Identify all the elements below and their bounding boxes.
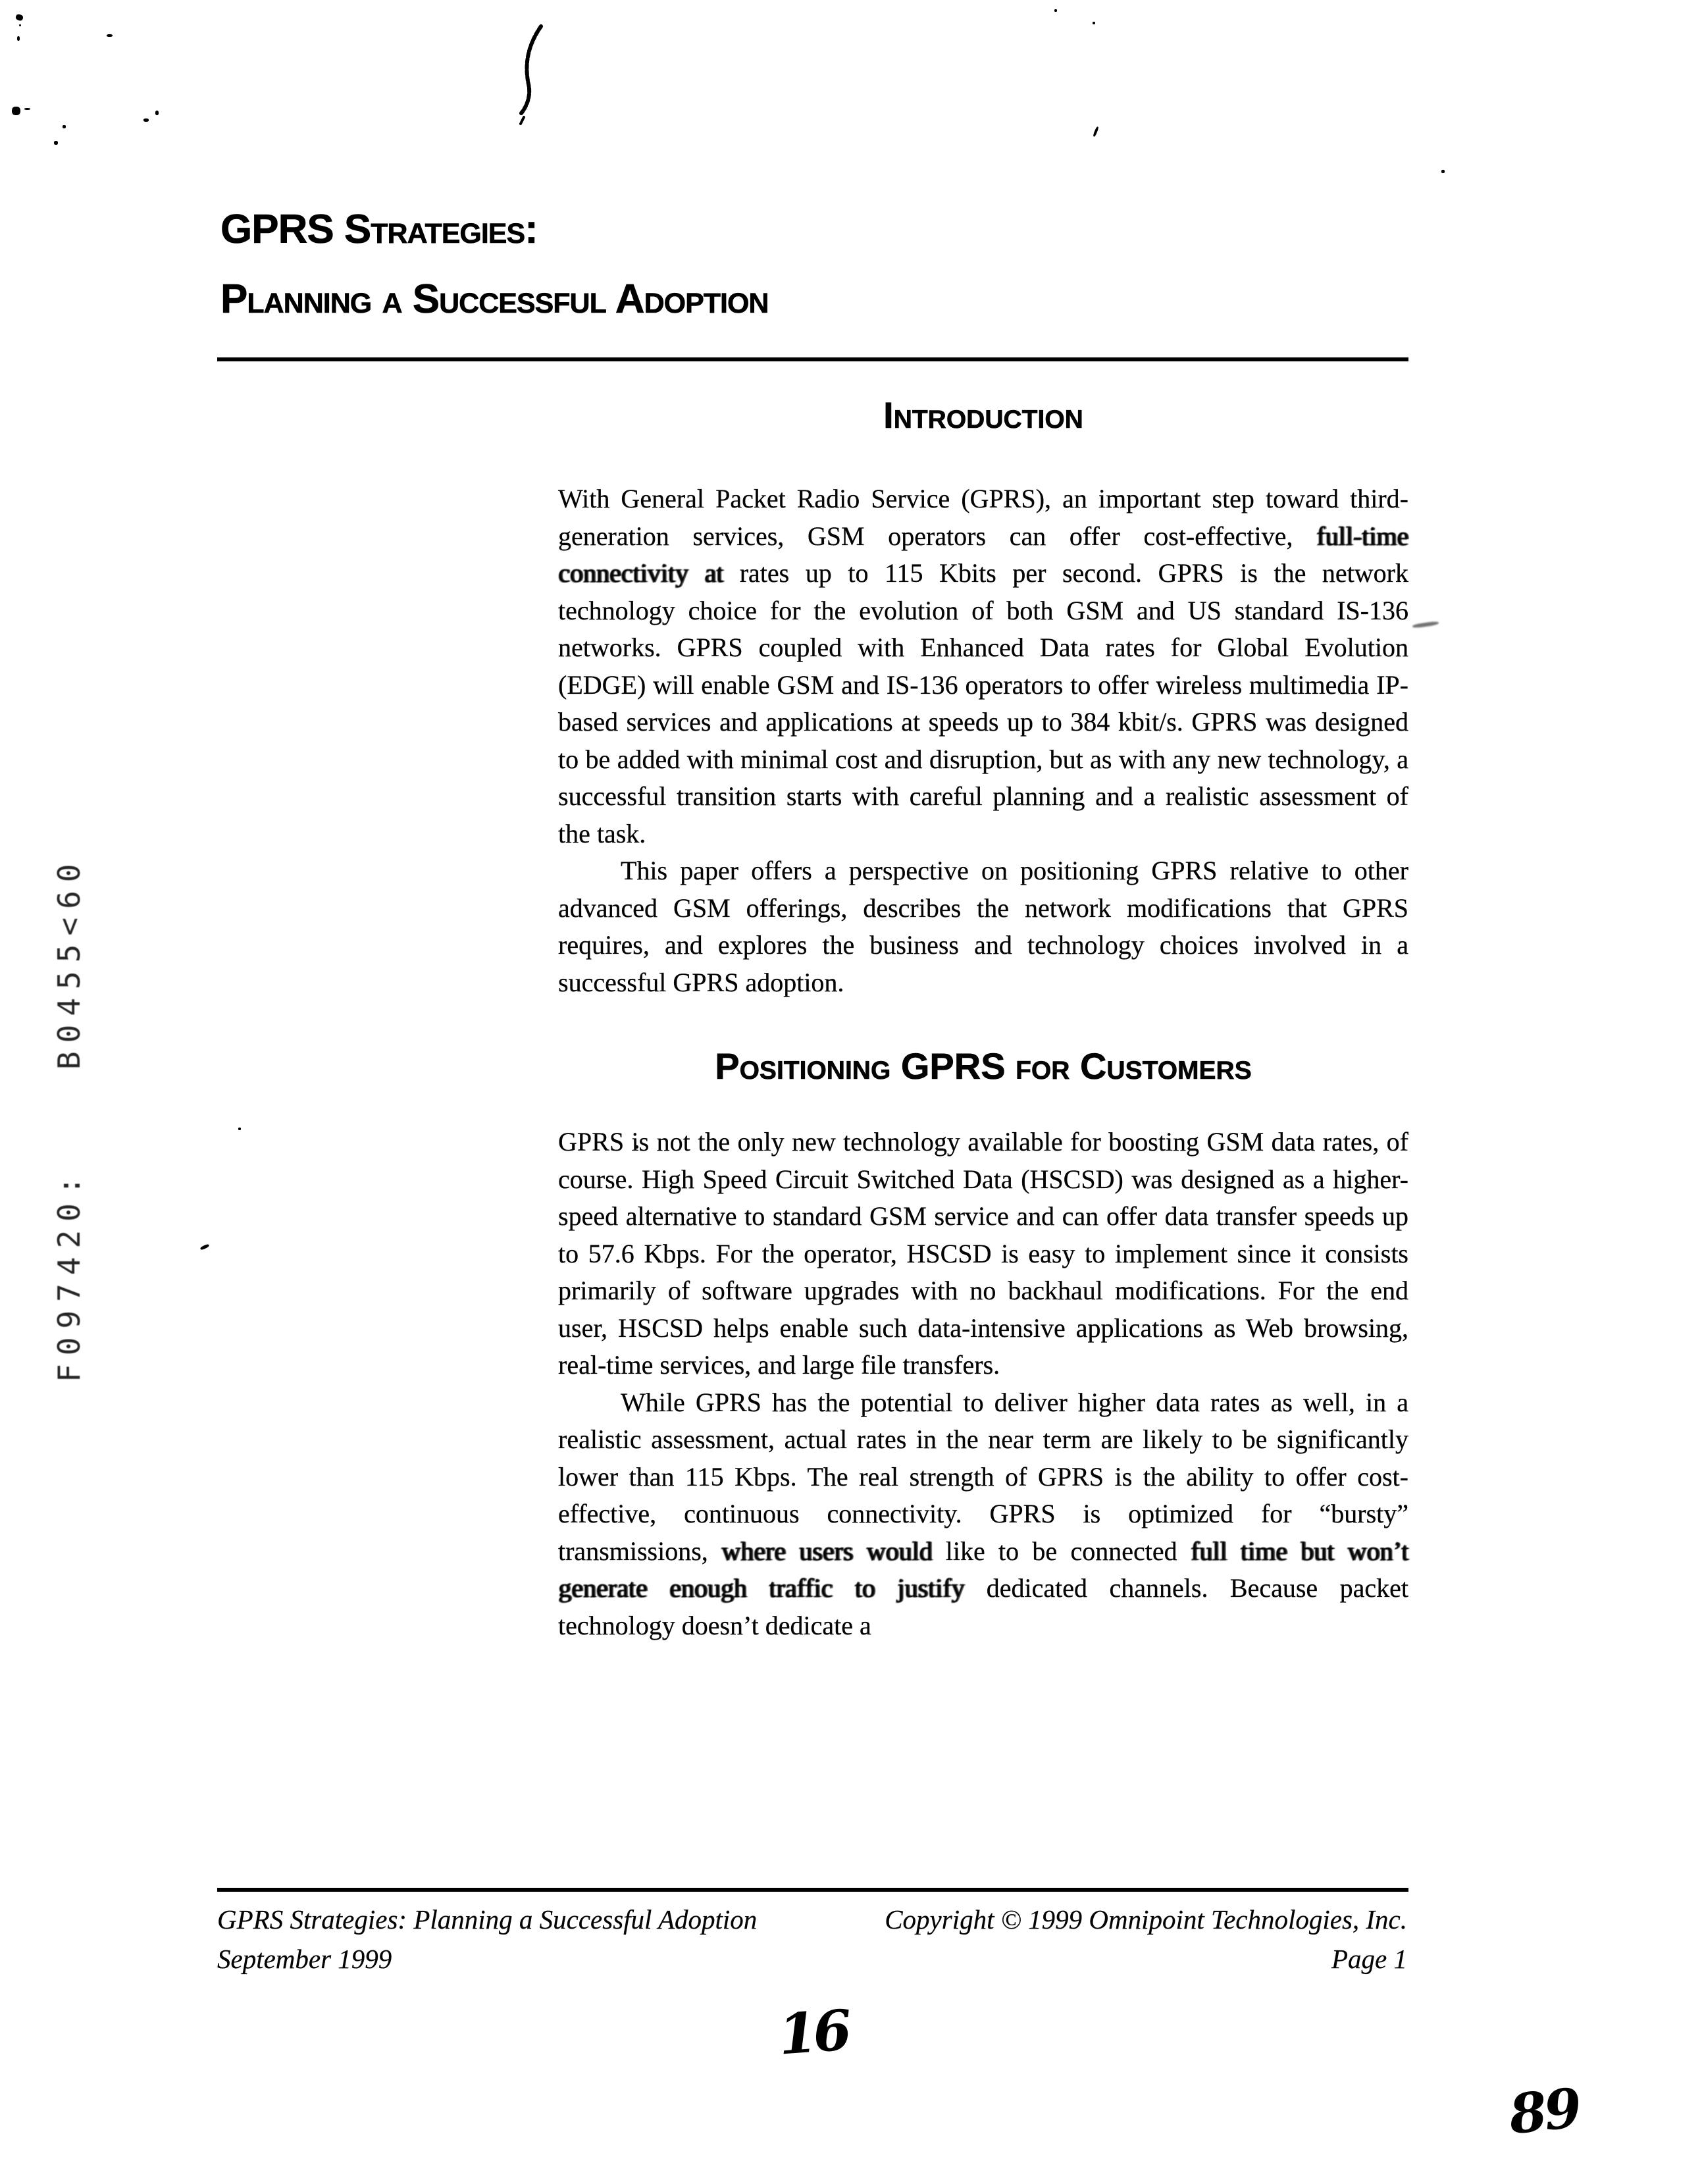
title-line-1: GPRS Strategies:	[220, 207, 538, 252]
scan-speck	[54, 141, 58, 145]
handwritten-corner-number: 89	[1506, 2076, 1582, 2147]
scan-speck	[1441, 170, 1445, 173]
document-title	[220, 195, 768, 334]
vertical-dot-matrix-stamp: F097420: B0455<60	[51, 855, 87, 1382]
header-rule	[217, 357, 1408, 361]
scan-speck	[63, 125, 66, 128]
section-paragraphs-introduction	[558, 481, 1408, 1001]
footer-left	[217, 1900, 757, 1979]
scan-squiggle-mark	[519, 24, 552, 129]
paragraph	[558, 852, 1408, 1001]
scan-speck	[200, 1243, 210, 1250]
text-segment: This paper offers a perspective on positioning GPRS relative to other advanced GSM offerings, describes the network modifications that GPRS requires, and explores the business and technology choices involved in a successful GPRS adoption.	[558, 856, 1408, 997]
section-heading-positioning: Positioning GPRS for Customers	[715, 1045, 1252, 1087]
scan-speck	[238, 1128, 241, 1130]
footer-right	[885, 1900, 1407, 1979]
scan-speck	[107, 34, 113, 37]
handwritten-page-number: 16	[776, 1997, 850, 2067]
text-segment: like to be connected	[932, 1536, 1191, 1566]
text-segment: While GPRS has the potential to deliver higher data rates as well, in a realistic assessment, actual rates in the near term are likely to be significantly lower than 115 Kbps. The real strength of GPRS is the ability to offer cost-effective, continuous connectivity. GPRS is optimized for “bursty” transmissions,	[558, 1387, 1408, 1566]
scan-smudge-artifact	[1412, 621, 1439, 629]
scan-speck	[1054, 9, 1057, 12]
text-segment: With General Packet Radio Service (GPRS), an important step toward third-generation services, GSM operators can offer cost-effective,	[558, 484, 1408, 551]
smudged-text: where users would	[721, 1536, 933, 1566]
paragraph	[558, 481, 1408, 852]
scan-speck	[17, 36, 20, 41]
paragraph	[558, 1384, 1408, 1645]
scan-speck	[1093, 22, 1095, 24]
scan-speck	[155, 111, 159, 115]
smudged-text: full-time connectivity at	[558, 521, 1408, 588]
footer-date: September 1999	[217, 1944, 392, 1974]
text-segment: rates up to 115 Kbits per second. GPRS is the network technology choice for the evolution of both GSM and US standard IS-136 networks. GPRS coupled with Enhanced Data rates for Global Evolution (EDGE) will enable GSM and IS-136 operators to offer wireless multimedia IP-based services and applications at speeds up to 384 kbit/s. GPRS was designed to be added with minimal cost and disruption, but as with any new technology, a successful transition starts with careful planning and a realistic assessment of the task.	[558, 558, 1408, 848]
page-footer	[217, 1900, 1407, 1979]
text-segment: GPRS is not the only new technology available for boosting GSM data rates, of course. High Speed Circuit Switched Data (HSCSD) was designed as a higher-speed alternative to standard GSM service and can offer data transfer speeds up to 57.6 Kbps. For the operator, HSCSD is easy to implement since it consists primarily of software upgrades with no backhaul modifications. For the end user, HSCSD helps enable such data-intensive applications as Web browsing, real-time services, and large file transfers.	[558, 1127, 1408, 1380]
footer-rule	[217, 1888, 1408, 1892]
footer-copyright: Copyright © 1999 Omnipoint Technologies, Inc.	[885, 1904, 1407, 1935]
scan-speck	[143, 118, 149, 122]
scan-speck	[12, 107, 20, 115]
article-body	[558, 395, 1408, 1644]
scan-speck	[15, 13, 24, 21]
section-heading-introduction: Introduction	[883, 394, 1083, 436]
title-line-2: Planning a Successful Adoption	[220, 276, 769, 322]
section-paragraphs-positioning	[558, 1124, 1408, 1644]
smudged-text: full time but won’t generate enough traffic to justify	[558, 1536, 1408, 1603]
scan-speck	[19, 24, 21, 26]
scan-speck	[24, 108, 30, 110]
text-segment: dedicated channels. Because packet technology doesn’t dedicate a	[558, 1573, 1408, 1640]
paragraph	[558, 1124, 1408, 1384]
footer-doc-title: GPRS Strategies: Planning a Successful Adoption	[217, 1904, 758, 1935]
scan-speck	[1093, 126, 1099, 137]
footer-page-number: Page 1	[1331, 1944, 1407, 1974]
